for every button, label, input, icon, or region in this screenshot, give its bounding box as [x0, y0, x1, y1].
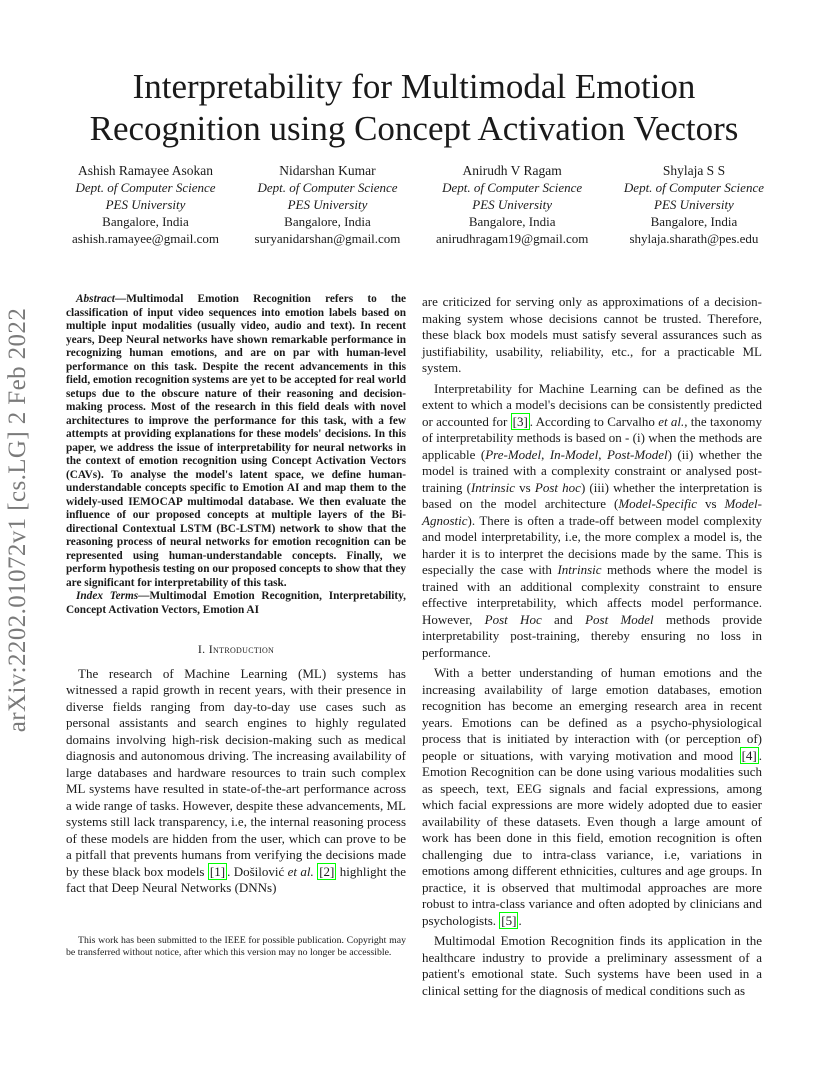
author-location: Bangalore, India: [650, 214, 738, 229]
body-text: methods provide interpretability post-training, thereby ensuring no loss in performance.: [422, 611, 762, 660]
author-name: Shylaja S S: [662, 163, 726, 178]
section-title: Introduction: [208, 642, 275, 656]
body-text: . According to Carvalho: [529, 413, 659, 429]
intro-text: . Došilović: [227, 863, 288, 879]
body-text: and: [541, 611, 586, 627]
body-text: Post Model: [585, 611, 654, 627]
author-email[interactable]: suryanidarshan@gmail.com: [254, 231, 401, 246]
author-3: [436, 162, 588, 247]
body-text: ,: [541, 446, 550, 462]
body-text: .: [518, 912, 522, 928]
body-text: vs: [697, 496, 725, 511]
right-paragraph-4: Multimodal Emotion Recognition finds its application in the healthcare industry to provide a preliminary assessment of a patient's emotional state. Such systems have been used in a clinical setting for the diagnosis of medical conditions such as: [422, 933, 762, 998]
index-terms-label: Index Terms: [76, 590, 139, 602]
author-location: Bangalore, India: [468, 214, 556, 229]
citation-link[interactable]: [5]: [501, 912, 517, 928]
body-text: ). There is often a trade-off between model complexity and model interpretability, i.e, the more complex a model is, the harder it is to interpret the decisions made by the same. This is especially the case with: [422, 512, 762, 577]
author-university: PES University: [654, 197, 734, 212]
author-block: [72, 162, 764, 247]
left-column: [66, 293, 406, 897]
body-text: ,: [598, 446, 607, 462]
author-location: Bangalore, India: [284, 214, 371, 229]
author-location: Bangalore, India: [102, 214, 189, 229]
body-text: Model-Agnostic: [422, 496, 762, 528]
right-paragraph-1: are criticized for serving only as approximations of a decision-making system whose decisions cannot be trusted. Therefore, these black box models must satisfy several assurances such as justifiability, usability, reliability, etc., for a practicable ML system.: [422, 294, 762, 375]
paper-title: [60, 66, 768, 150]
body-text: vs: [515, 479, 535, 495]
author-dept: Dept. of Computer Science: [257, 180, 398, 195]
author-university: PES University: [287, 197, 368, 212]
body-text: methods where the model is trained with an additional complexity constraint to ensure effective interpretability, which affects model performance. However,: [422, 562, 763, 627]
body-text: . Emotion Recognition can be done using various modalities such as speech, text, EEG signals and facial expressions, among which facial expressions are more widely adopted due to easier availability of these datasets. Even though a large amount of work has been done in this field, emotion recognition is often challenging due to intra-class variance, i.e, variations in emotions among different ethnicities, cultures and age groups. In practice, it is observed that multimodal approaches are more robust to intra-class variance and often adopted by clinicians and psychologists.: [422, 747, 762, 928]
author-email[interactable]: anirudhragam19@gmail.com: [435, 231, 589, 246]
author-name: Ashish Ramayee Asokan: [78, 163, 213, 178]
citation-link[interactable]: [1]: [209, 863, 226, 879]
index-terms: [66, 590, 406, 617]
author-dept: Dept. of Computer Science: [75, 180, 216, 195]
abstract-text: —Multimodal Emotion Recognition refers to the classification of input video sequences into emotion labels based on multiple input modalities (usually video, audio and text). In recent years, Deep Neural networks have shown remarkable performance in recognizing human emotions, and are on par with human-level performance on this task. Despite the recent advancements in this field, emotion recognition systems are yet to be accepted for real world setups due to the obscure nature of their reasoning and decision-making process. Most of the research in this field deals with novel architectures to improve the performance for this task, with a few attempts at providing explanations for these models' decisions. In this paper, we address the issue of interpretability for neural networks in the context of emotion recognition using Concept Activation Vectors (CAVs). To analyse the model's latent space, we define human-understandable concepts specific to Emotion AI and map them to the widely-used IEMOCAP multimodal database. We then evaluate the influence of our proposed concepts at multiple layers of the Bi-directional Contextual LSTM (BC-LSTM) network to show that the reasoning process of neural networks for emotion recognition can be represented using human-understandable concepts. Finally, we perform hypothesis testing on our proposed concepts to show that they are significant for interpretability of this task.: [66, 293, 406, 589]
footnote: This work has been submitted to the IEEE for possible publication. Copyright may be transferred without notice, after which this version may no longer be accessible.: [66, 935, 406, 959]
body-text: Intrinsic: [470, 479, 515, 495]
abstract-label: Abstract: [76, 293, 115, 305]
author-university: PES University: [472, 197, 553, 212]
arxiv-stamp: arXiv:2202.01072v1 [cs.LG] 2 Feb 2022: [4, 307, 31, 733]
title-line-1: Interpretability for Multimodal Emotion: [132, 67, 696, 106]
body-text: Pre-Model: [485, 446, 542, 462]
right-paragraph-2: [422, 381, 762, 662]
intro-text: highlight the fact that Deep Neural Networks (DNNs): [66, 863, 406, 895]
author-2: [255, 162, 401, 247]
author-4: [624, 162, 764, 247]
body-text: Post hoc: [534, 479, 581, 495]
author-name: Nidarshan Kumar: [279, 163, 376, 178]
author-dept: Dept. of Computer Science: [623, 180, 764, 195]
author-email[interactable]: ashish.ramayee@gmail.com: [72, 231, 219, 246]
body-text: Intrinsic: [557, 562, 602, 577]
author-1: [72, 162, 219, 247]
abstract: [66, 293, 406, 590]
author-dept: Dept. of Computer Science: [442, 180, 583, 195]
index-terms-text: —Multimodal Emotion Recognition, Interpretability, Concept Activation Vectors, Emotion AI: [66, 590, 406, 616]
body-text: ) (iii) whether the interpretation is based on the model architecture (: [422, 479, 763, 511]
body-text: ) (ii) whether the model is trained with a complexity constraint or analysed post-training (: [422, 446, 763, 495]
body-text: With a better understanding of human emotions and the increasing availability of large emotion databases, emotion recognition has become an emerging research area in recent years. Emotions can be defined as a psycho-physiological process that is initiated by interaction with (or perception of) people or situations, with varying motivation and mood: [422, 665, 762, 763]
right-column: [422, 294, 762, 999]
section-heading: [66, 641, 406, 658]
intro-text: The research of Machine Learning (ML) systems has witnessed a rapid growth in recent years, with their presence in diverse fields ranging from day-to-day use cases such as personal assistants and search engines to highly regulated domains involving high-risk decision-making such as medical diagnosis and autonomous driving. The increasing availability of large databases and hardware resources to train such complex ML systems have resulted in state-of-the-art performance across a wide range of tasks. However, despite these advancements, ML systems still lack transparency, i.e, the internal reasoning process of these models are hidden from the user, which can prove to be a pitfall that prevents humans from verifying the decisions made by these black box models: [66, 665, 406, 879]
intro-paragraph-1: [66, 666, 406, 897]
section-number: I.: [197, 642, 206, 656]
body-text: In-Model: [549, 446, 599, 462]
body-text: Model-Specific: [618, 496, 698, 511]
author-name: Anirudh V Ragam: [462, 163, 562, 178]
right-paragraph-3: [422, 665, 762, 929]
citation-link[interactable]: [4]: [741, 747, 757, 763]
author-email[interactable]: shylaja.sharath@pes.edu: [629, 231, 759, 246]
body-text: , the taxonomy of interpretability methods is based on - (i) when the methods are applicable (: [422, 413, 762, 462]
intro-text: et al.: [287, 863, 314, 879]
author-university: PES University: [105, 197, 186, 212]
body-text: Interpretability for Machine Learning can be defined as the extent to which a model's decisions can be consistently predicted or accounted for: [422, 380, 762, 429]
citation-link[interactable]: [2]: [319, 863, 335, 879]
body-text: Post Hoc: [484, 611, 542, 627]
title-line-2: Recognition using Concept Activation Vectors: [89, 109, 739, 148]
citation-link[interactable]: [3]: [512, 413, 528, 429]
body-text: Post-Model: [606, 446, 668, 462]
body-text: et al.: [658, 413, 685, 429]
